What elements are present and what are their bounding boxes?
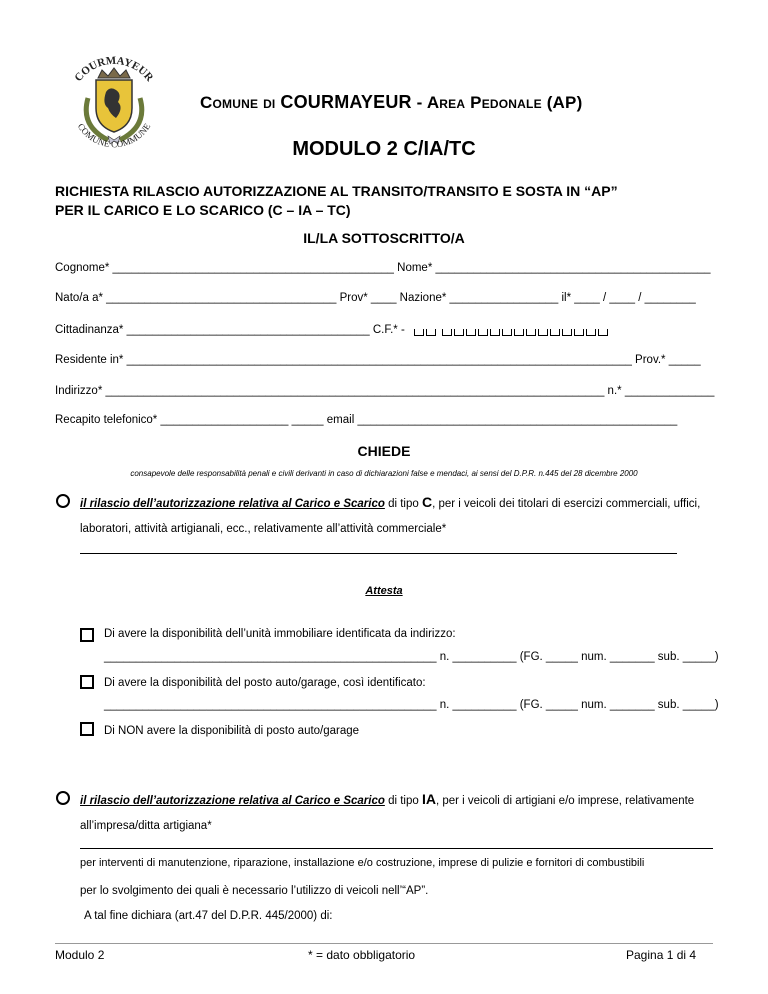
page-title (200, 92, 582, 113)
attesta-item1-checkbox[interactable] (80, 628, 94, 642)
option-ia-line2: all’impresa/ditta artigiana* (80, 820, 212, 832)
option-ia-line4: per lo svolgimento dei quali è necessario l’utilizzo di veicoli nell’“AP”. (80, 885, 429, 897)
option-ia-rest: , per i veicoli di artigiani e/o imprese, relativamente (435, 795, 695, 807)
footer-module: Modulo 2 (55, 948, 105, 962)
footer-page-number: Pagina 1 di 4 (626, 948, 697, 962)
option-c-line2: laboratori, attività artigianali, ecc., relativamente all’attività commerciale* (80, 523, 447, 535)
attesta-item2-input[interactable]: ____________________________________________________ n. __________ (FG. _____ num. _______ sub. _____) (104, 699, 719, 711)
row-residente[interactable]: Residente in* _______________________________________________________________________________ Prov.* _____ (55, 354, 701, 366)
codice-fiscale-boxes[interactable] (414, 324, 610, 336)
footer-required-note: * = dato obbligatorio (308, 948, 416, 962)
attesta-item3-checkbox[interactable] (80, 722, 94, 736)
option-c-link: il rilascio dell’autorizzazione relativa al Carico e Scarico (80, 498, 385, 510)
option-c-input-line[interactable] (80, 553, 677, 554)
attesta-item1-label: Di avere la disponibilità dell’unità immobiliare identificata da indirizzo: (104, 628, 456, 640)
option-c-type: C (421, 494, 433, 510)
row-indirizzo[interactable]: Indirizzo* ______________________________________________________________________________ n.* ______________ (55, 385, 715, 397)
option-c-radio[interactable] (56, 494, 70, 508)
option-ia-text (80, 791, 694, 807)
row-cognome-nome[interactable]: Cognome* ____________________________________________ Nome* ___________________________________________ (55, 262, 711, 274)
request-line2: PER IL CARICO E LO SCARICO (C – IA – TC) (55, 202, 351, 218)
logo-text-top: COURMAYEUR (72, 54, 156, 84)
logo-text-bottom: COMUNE COMMUNE (75, 121, 153, 150)
title-part3: - Area Pedonale (AP) (411, 93, 583, 112)
option-c-type-prefix: di tipo (384, 498, 422, 510)
sottoscritto-heading: IL/LA SOTTOSCRITTO/A (303, 230, 465, 246)
cittadinanza-cf-label: Cittadinanza* ______________________________________ C.F.* - (55, 324, 405, 336)
option-c-rest: , per i veicoli dei titolari di esercizi commerciali, uffici, (432, 498, 701, 510)
footer-divider (55, 943, 713, 944)
attesta-item3-label: Di NON avere la disponibilità di posto auto/garage (104, 725, 360, 737)
option-ia-line3: per interventi di manutenzione, riparazione, installazione e/o costruzione, imprese di pulizie e fornitori di combustibili (80, 857, 645, 869)
option-ia-line5: A tal fine dichiara (art.47 del D.P.R. 445/2000) di: (84, 910, 333, 922)
option-ia-radio[interactable] (56, 791, 70, 805)
title-part1: Comune di (200, 93, 281, 112)
option-ia-type: IA (421, 791, 436, 807)
row-nascita[interactable]: Nato/a a* ____________________________________ Prov* ____ Nazione* _________________ il* ____ / ____ / ________ (55, 292, 696, 304)
option-ia-link: il rilascio dell’autorizzazione relativa al Carico e Scarico (80, 795, 385, 807)
row-recapito-email[interactable]: Recapito telefonico* ____________________ _____ email __________________________________________________ (55, 414, 678, 426)
module-title: MODULO 2 C/IA/TC (292, 138, 476, 160)
disclaimer: consapevole delle responsabilità penali e civili derivanti in caso di dichiarazioni false e mendaci, ai sensi del D.P.R. n.445 del 28 dicembre 2000 (130, 469, 638, 478)
option-ia-type-prefix: di tipo (384, 795, 422, 807)
row-cittadinanza-cf[interactable] (55, 324, 610, 336)
attesta-item2-label: Di avere la disponibilità del posto auto/garage, così identificato: (104, 677, 426, 689)
option-ia-input-line[interactable] (80, 848, 713, 849)
attesta-item1-input[interactable]: ____________________________________________________ n. __________ (FG. _____ num. _______ sub. _____) (104, 651, 719, 663)
attesta-heading: Attesta (365, 585, 403, 597)
title-part2: COURMAYEUR (280, 92, 412, 112)
option-c-text (80, 494, 700, 510)
request-heading (55, 182, 618, 220)
request-line1: RICHIESTA RILASCIO AUTORIZZAZIONE AL TRANSITO/TRANSITO E SOSTA IN “AP” (55, 183, 618, 199)
chiede-heading: CHIEDE (357, 443, 411, 459)
attesta-item2-checkbox[interactable] (80, 675, 94, 689)
